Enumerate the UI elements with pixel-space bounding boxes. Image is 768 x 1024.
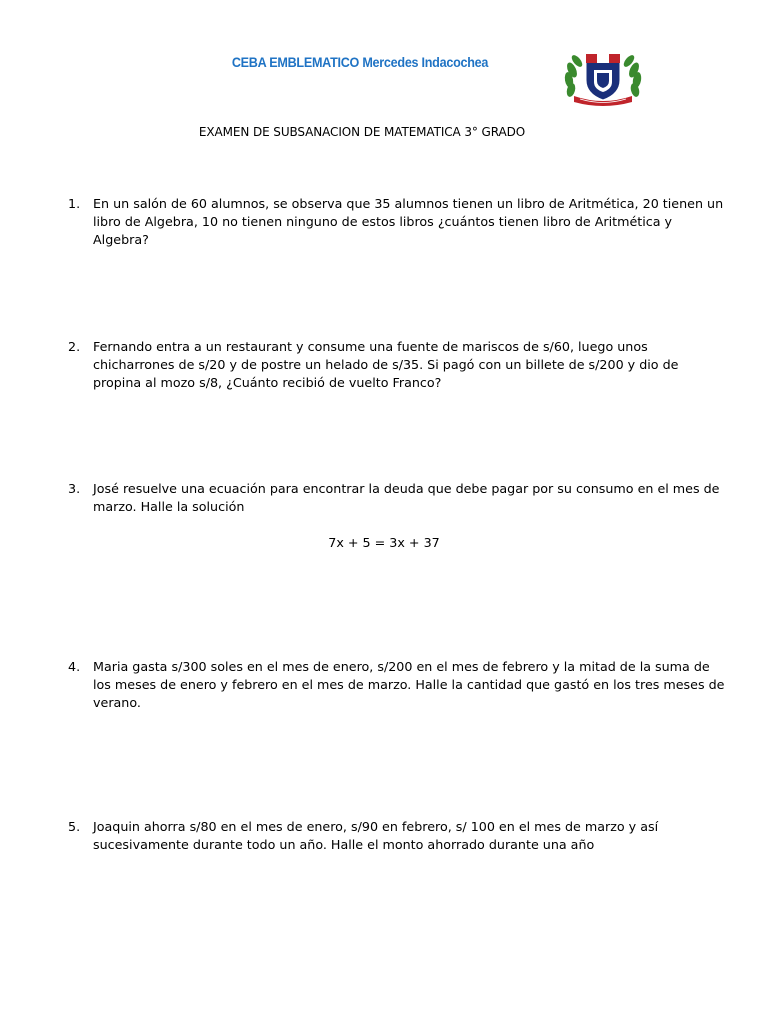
question-number: 5.: [68, 819, 81, 834]
exam-title: EXAMEN DE SUBSANACION DE MATEMATICA 3° GRADO: [198, 125, 526, 139]
question-3: [68, 480, 728, 516]
question-text: Maria gasta s/300 soles en el mes de enero, s/200 en el mes de febrero y la mitad de la suma de los meses de enero y febrero en el mes de marzo. Halle la cantidad que gastó en los tres meses de verano.: [93, 659, 725, 710]
question-text: En un salón de 60 alumnos, se observa que 35 alumnos tienen un libro de Aritmética, 20 tienen un libro de Algebra, 10 no tienen ninguno de estos libros ¿cuántos tienen libro de Aritmética y Algebra?: [93, 196, 724, 247]
question-1: [68, 195, 728, 249]
school-emblem-icon: [562, 46, 644, 108]
question-4: [68, 658, 728, 712]
question-number: 2.: [68, 339, 81, 354]
question-2: [68, 338, 728, 392]
question-text: Joaquin ahorra s/80 en el mes de enero, s/90 en febrero, s/ 100 en el mes de marzo y así sucesivamente durante todo un año. Halle el monto ahorrado durante una año: [93, 819, 659, 852]
question-text: José resuelve una ecuación para encontrar la deuda que debe pagar por su consumo en el mes de marzo. Halle la solución: [93, 481, 720, 514]
equation: 7x + 5 = 3x + 37: [328, 535, 440, 550]
question-number: 1.: [68, 196, 81, 211]
question-text: Fernando entra a un restaurant y consume una fuente de mariscos de s/60, luego unos chicharrones de s/20 y de postre un helado de s/35. Si pagó con un billete de s/200 y dio de propina al mozo s/8, ¿Cuánto recibió de vuelto Franco?: [93, 339, 679, 390]
question-number: 4.: [68, 659, 81, 674]
school-name: CEBA EMBLEMATICO Mercedes Indacochea: [231, 54, 489, 70]
question-5: [68, 818, 728, 854]
question-number: 3.: [68, 481, 81, 496]
